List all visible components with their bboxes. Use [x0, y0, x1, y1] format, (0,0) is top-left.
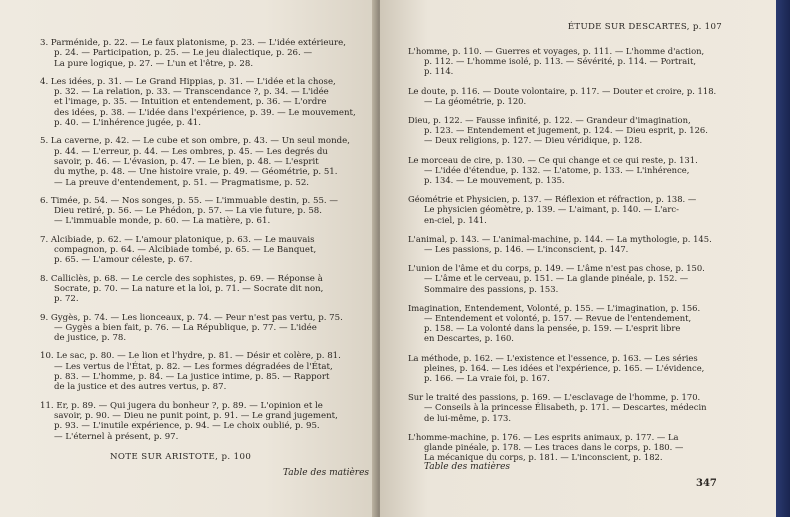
toc-line: Socrate, p. 70. — La nature et la loi, p. 71. — Socrate dit non, — [54, 283, 324, 294]
toc-entry — [408, 432, 762, 463]
toc-line: — L'idée d'étendue, p. 132. — L'atome, p. 133. — L'inhérence, — [424, 164, 690, 175]
toc-line: L'animal, p. 143. — L'animal-machine, p. 144. — La mythologie, p. 145. — [408, 233, 712, 244]
toc-line: 6. Timée, p. 54. — Nos songes, p. 55. — L'immuable destin, p. 55. — — [40, 195, 338, 206]
toc-line: Le physicien géomètre, p. 139. — L'aimant, p. 140. — L'arc- — [424, 204, 679, 215]
toc-line: 9. Gygès, p. 74. — Les lionceaux, p. 74. — Peur n'est pas vertu, p. 75. — [40, 312, 343, 323]
toc-line: du mythe, p. 48. — Une histoire vraie, p. 49. — Géométrie, p. 51. — [54, 167, 338, 178]
toc-entry — [40, 235, 372, 266]
toc-entry — [408, 46, 762, 77]
toc-line: p. 72. — [54, 294, 79, 305]
toc-entry — [408, 155, 762, 186]
toc-line: p. 93. — L'inutile expérience, p. 94. — Le choix oublié, p. 95. — [54, 421, 320, 432]
toc-line: pleines, p. 164. — Les idées et l'expérience, p. 165. — L'évidence, — [424, 362, 705, 373]
toc-line: L'homme-machine, p. 176. — Les esprits animaux, p. 177. — La — [408, 431, 679, 442]
toc-line: — Conseils à la princesse Élisabeth, p. 171. — Descartes, médecin — [424, 402, 707, 413]
toc-entry — [408, 263, 762, 294]
toc-line: — L'éternel à présent, p. 97. — [54, 431, 179, 442]
toc-line: La pure logique, p. 27. — L'un et l'être, p. 28. — [54, 58, 254, 69]
toc-entry — [408, 115, 762, 146]
book-cover-edge — [776, 0, 790, 517]
toc-line: — La preuve d'entendement, p. 51. — Pragmatisme, p. 52. — [54, 177, 310, 188]
toc-line: des idées, p. 38. — L'idée dans l'expérience, p. 39. — Le mouvement, — [54, 107, 356, 118]
toc-entry — [40, 136, 372, 187]
section-title: NOTE SUR ARISTOTE, p. 100 — [110, 451, 252, 462]
toc-entry — [40, 313, 372, 344]
toc-entry — [408, 234, 762, 254]
toc-line: — La géométrie, p. 120. — [424, 95, 527, 106]
toc-line: en Descartes, p. 160. — [424, 333, 514, 344]
toc-line: p. 166. — La vraie foi, p. 167. — [424, 373, 550, 384]
toc-line: p. 114. — [424, 66, 454, 77]
right-entry-list — [408, 46, 762, 463]
toc-line: p. 40. — L'inhérence jugée, p. 41. — [54, 118, 201, 129]
toc-entry — [40, 351, 372, 392]
toc-line: p. 83. — L'homme, p. 84. — La justice intime, p. 85. — Rapport — [54, 372, 330, 383]
toc-line: 8. Calliclès, p. 68. — Le cercle des sophistes, p. 69. — Réponse à — [40, 273, 323, 284]
toc-line: Sur le traité des passions, p. 169. — L'esclavage de l'homme, p. 170. — [408, 392, 701, 403]
toc-entry — [408, 194, 762, 225]
toc-entry — [408, 86, 762, 106]
toc-line: de la justice et des autres vertus, p. 87. — [54, 382, 227, 393]
toc-line: Dieu retiré, p. 56. — Le Phédon, p. 57. — La vie future, p. 58. — [54, 206, 322, 217]
toc-line: Sommaire des passions, p. 153. — [424, 283, 559, 294]
toc-line: La méthode, p. 162. — L'existence et l'essence, p. 163. — Les séries — [408, 352, 698, 363]
toc-entry — [408, 392, 762, 423]
toc-line: — Deux religions, p. 127. — Dieu véridique, p. 128. — [424, 135, 643, 146]
toc-line: p. 44. — L'erreur, p. 44. — Les ombres, p. 45. — Les degrés du — [54, 146, 328, 157]
toc-line: L'homme, p. 110. — Guerres et voyages, p. 111. — L'homme d'action, — [408, 46, 705, 56]
toc-line: savoir, p. 46. — L'évasion, p. 47. — Le bien, p. 48. — L'esprit — [54, 156, 319, 167]
toc-line: 3. Parménide, p. 22. — Le faux platonisme, p. 23. — L'idée extérieure, — [40, 38, 346, 48]
toc-line: 5. La caverne, p. 42. — Le cube et son ombre, p. 43. — Un seul monde, — [40, 136, 350, 147]
left-page — [0, 0, 378, 517]
toc-line: Imagination, Entendement, Volonté, p. 155. — L'imagination, p. 156. — [408, 302, 701, 313]
toc-line: — Les vertus de l'État, p. 82. — Les formes dégradées de l'État, — [54, 361, 333, 372]
left-footer: Table des matières — [283, 468, 370, 478]
toc-line: Le morceau de cire, p. 130. — Ce qui change et ce qui reste, p. 131. — [408, 154, 698, 165]
toc-line: p. 112. — L'homme isolé, p. 113. — Sévérité, p. 114. — Portrait, — [424, 56, 696, 67]
toc-line: et l'image, p. 35. — Intuition et entendement, p. 36. — L'ordre — [54, 97, 327, 108]
toc-line: p. 123. — Entendement et jugement, p. 124. — Dieu esprit, p. 126. — [424, 125, 708, 136]
right-footer: Table des matières — [424, 462, 511, 472]
toc-entry — [408, 353, 762, 384]
toc-line: — L'immuable monde, p. 60. — La matière, p. 61. — [54, 216, 271, 227]
toc-line: — L'âme et le cerveau, p. 151. — La glande pinéale, p. 152. — — [424, 273, 689, 284]
toc-line: — Entendement et volonté, p. 157. — Revue de l'entendement, — [424, 313, 692, 324]
toc-line: en-ciel, p. 141. — [424, 214, 487, 225]
toc-line: de justice, p. 78. — [54, 333, 127, 344]
toc-line: L'union de l'âme et du corps, p. 149. — L'âme n'est pas chose, p. 150. — [408, 263, 705, 274]
toc-line: de lui-même, p. 173. — [424, 412, 512, 423]
toc-line: 7. Alcibiade, p. 62. — L'amour platonique, p. 63. — Le mauvais — [40, 234, 315, 245]
toc-line: 4. Les idées, p. 31. — Le Grand Hippias, p. 31. — L'idée et la chose, — [40, 76, 336, 87]
toc-line: Dieu, p. 122. — Fausse infinité, p. 122. — Grandeur d'imagination, — [408, 115, 691, 126]
toc-line: p. 32. — La relation, p. 33. — Transcendance ?, p. 34. — L'idée — [54, 87, 329, 98]
toc-line: glande pinéale, p. 178. — Les traces dans le corps, p. 180. — — [424, 442, 684, 453]
page-number: 347 — [696, 478, 717, 489]
toc-line: p. 24. — Participation, p. 25. — Le jeu dialectique, p. 26. — — [54, 48, 313, 59]
toc-entry — [40, 274, 372, 305]
toc-entry — [40, 401, 372, 442]
running-header: ÉTUDE SUR DESCARTES, p. 107 — [567, 22, 722, 32]
toc-line: 11. Er, p. 89. — Qui jugera du bonheur ?, p. 89. — L'opinion et le — [40, 400, 323, 411]
toc-entry — [40, 196, 372, 227]
toc-entry — [40, 38, 372, 69]
toc-line: p. 134. — Le mouvement, p. 135. — [424, 175, 565, 186]
toc-entry — [408, 303, 762, 344]
left-entry-list — [40, 38, 372, 442]
toc-line: — Gygès a bien fait, p. 76. — La République, p. 77. — L'idée — [54, 322, 317, 333]
toc-line: compagnon, p. 64. — Alcibiade tombé, p. 65. — Le Banquet, — [54, 245, 317, 256]
toc-line: p. 158. — La volonté dans la pensée, p. 159. — L'esprit libre — [424, 323, 681, 334]
toc-line: Le doute, p. 116. — Doute volontaire, p. 117. — Douter et croire, p. 118. — [408, 85, 717, 96]
toc-line: Géométrie et Physicien, p. 137. — Réflexion et réfraction, p. 138. — — [408, 194, 697, 205]
toc-line: La mécanique du corps, p. 181. — L'inconscient, p. 182. — [424, 452, 663, 463]
toc-entry — [40, 77, 372, 128]
toc-line: — Les passions, p. 146. — L'inconscient, p. 147. — [424, 244, 629, 255]
right-page — [380, 0, 776, 517]
toc-line: p. 65. — L'amour céleste, p. 67. — [54, 255, 193, 266]
toc-line: 10. Le sac, p. 80. — Le lion et l'hydre, p. 81. — Désir et colère, p. 81. — [40, 351, 341, 362]
toc-line: savoir, p. 90. — Dieu ne punit point, p. 91. — Le grand jugement, — [54, 410, 338, 421]
